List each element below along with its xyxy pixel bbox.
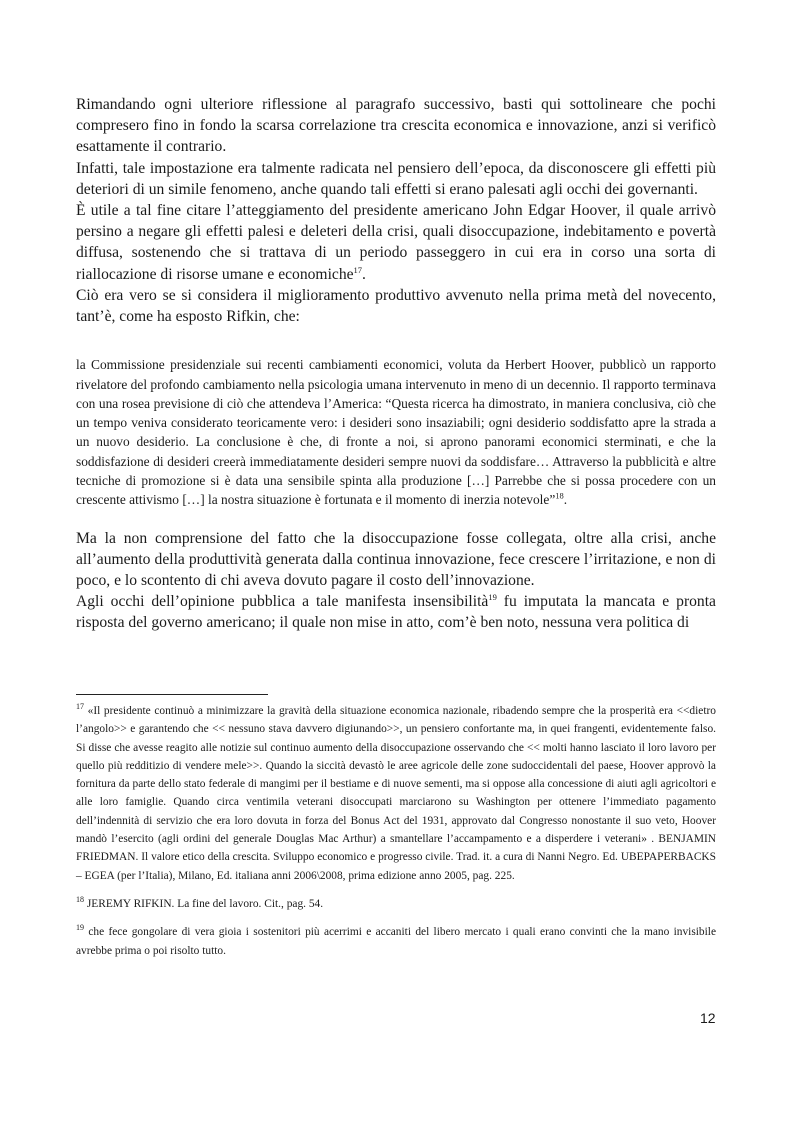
footnote-number: 18 <box>76 895 84 905</box>
paragraph-6-text-a: Agli occhi dell’opinione pubblica a tale manifesta insensibilità <box>76 593 489 611</box>
paragraph-3: È utile a tal fine citare l’atteggiamento del presidente americano John Edgar Hoover, il quale arrivò persino a negare gli effetti palesi e deleteri della crisi, quali disoccupazione, indebitamento e povertà diffusa, sostenendo che si trattava di un periodo passeggero in cui era in corso una sorta di riallocazione di risorse umane e economiche$^{17}$. <box>76 202 716 283</box>
footnote-18 <box>76 895 716 913</box>
paragraph-3-text: È utile a tal fine citare l’atteggiamento del presidente americano John Edgar Hoover, il quale arrivò persino a negare gli effetti palesi e deleteri della crisi, quali disoccupazione, indebitamento e povertà diffusa, sostenendo che si trattava di un periodo passeggero in cui era in corso una sorta di riallocazione di risorse umane e economiche <box>76 202 716 283</box>
footnote-text: «Il presidente continuò a minimizzare la gravità della situazione economica nazionale, ribadendo sempre che la prosperità era <<dietro l’angolo>> e garantendo che << nessuno stava davvero digiunando>>, un pensiero confortante ma, in quei frangenti, evidentemente falso. Si disse che avesse reagito alle notizie sul continuo aumento della disoccupazione osservando che << molti hanno lasciato il loro lavoro per quello più redditizio di vendere mele>>. Quando la siccità devastò le aree agricole delle zone sudoccidentali del paese, Hoover approvò la fornitura da parte dello stato federale di mangimi per il bestiame e di nuove sementi, ma si oppose alla concessione di aiuti agli agricoltori e alle loro famiglie. Quando circa ventimila veterani disoccupati marciarono su Washington per ottenere l’immediato pagamento dell’indennità di servizio che era loro dovuta in forza del Bonus Act del 1931, approvato dal Congresso nonostante il suo veto, Hoover mandò l’esercito (agli ordini del generale Douglas Mac Arthur) a smantellare l’accampamento e a disperdere i veterani» . BENJAMIN FRIEDMAN. Il valore etico della crescita. Sviluppo economico e progresso civile. Trad. it. a cura di Nanni Negro. Ed. UBEPAPERBACKS – EGEA (per l’Italia), Milano, Ed. italiana anni 2006\2008, prima edizione anno 2005, pag. 225. <box>76 705 716 882</box>
page-number: 12 <box>700 1010 716 1026</box>
footnote-number: 19 <box>76 923 84 933</box>
footnotes <box>76 702 716 970</box>
quote-text: la Commissione presidenziale sui recenti cambiamenti economici, voluta da Herbert Hoover, pubblicò un rapporto rivelatore del profondo cambiamento nella psicologia umana intervenuto in meno di un decennio. Il rapporto terminava con una rosea previsione di ciò che attendeva l’America: “Questa ricerca ha dimostrato, in maniera conclusiva, ciò che un tempo veniva considerato teoricamente vero: i desideri sono insaziabili; ogni desiderio soddisfatto apre la strada a un nuovo desiderio. La conclusione è che, di fronte a noi, si aprono panorami economici sterminati, e che la soddisfazione di desideri creerà immediatamente desideri sempre nuovi da soddisfare… Attraverso la pubblicità e altre tecniche di promozione si è data una sensibile spinta alla produzione […] Parrebbe che si possa procedere con un crescente attivismo […] la nostra situazione è fortunata e il momento di inerzia notevole” <box>76 357 716 508</box>
main-text <box>76 94 716 634</box>
footnote-ref-18[interactable]: 18 <box>555 490 564 501</box>
paragraph-1: Rimandando ogni ulteriore riflessione al paragrafo successivo, basti qui sottolineare che pochi compresero fino in fondo la scarsa correlazione tra crescita economica e innovazione, anzi si verificò esattamente il contrario. <box>76 96 716 156</box>
footnote-text: JEREMY RIFKIN. La fine del lavoro. Cit., pag. 54. <box>86 897 324 910</box>
paragraph-5: Ma la non comprensione del fatto che la disoccupazione fosse collegata, oltre alla crisi, anche all’aumento della produttività generata dalla continua innovazione, fece crescere l’irritazione, e non di poco, e lo scontento di chi aveva dovuto pagare il costo dell’innovazione. <box>76 529 716 590</box>
footnote-number: 17 <box>76 702 84 712</box>
footnote-19 <box>76 923 716 960</box>
paragraph-6 <box>76 591 716 633</box>
paragraph-6-text-b: fu imputata la mancata e pronta risposta del governo americano; il quale non mise in atto, com’è ben noto, nessuna vera politica di <box>76 593 716 632</box>
block-quote: la Commissione presidenziale sui recenti cambiamenti economici, voluta da Herbert Hoover, pubblicò un rapporto rivelatore del profondo cambiamento nella psicologia umana intervenuto in meno di un decennio. Il rapporto terminava con una rosea previsione di ciò che attendeva l’America: “Questa ricerca ha dimostrato, in maniera conclusiva, ciò che un tempo veniva considerato teoricamente vero: i desideri sono insaziabili; ogni desiderio soddisfatto apre la strada a un nuovo desiderio. La conclusione è che, di fronte a noi, si aprono panorami economici sterminati, e che la soddisfazione di desideri creerà immediatamente desideri sempre nuovi da soddisfare… Attraverso la pubblicità e altre tecniche di promozione si è data una sensibile spinta alla produzione […] Parrebbe che si possa procedere con un crescente attivismo […] la nostra situazione è fortunata e il momento di inerzia notevole”$^{18}$. <box>76 357 716 508</box>
footnote-ref-17[interactable]: 17 <box>353 264 363 275</box>
footnote-17 <box>76 702 716 885</box>
footnote-ref-19[interactable]: 19 <box>488 592 497 603</box>
footnote-text: che fece gongolare di vera gioia i sostenitori più acerrimi e accaniti del libero mercato i quali erano convinti che la mano invisibile avrebbe prima o poi risolto tutto. <box>76 926 716 957</box>
paragraph-4: Ciò era vero se si considera il miglioramento produttivo avvenuto nella prima metà del novecento, tant’è, come ha esposto Rifkin, che: <box>76 286 716 326</box>
paragraph-2: Infatti, tale impostazione era talmente radicata nel pensiero dell’epoca, da disconoscere gli effetti più deteriori di un simile fenomeno, anche quando tali effetti si erano palesati agli occhi dei governanti. <box>76 159 716 198</box>
footnote-separator <box>76 694 268 695</box>
